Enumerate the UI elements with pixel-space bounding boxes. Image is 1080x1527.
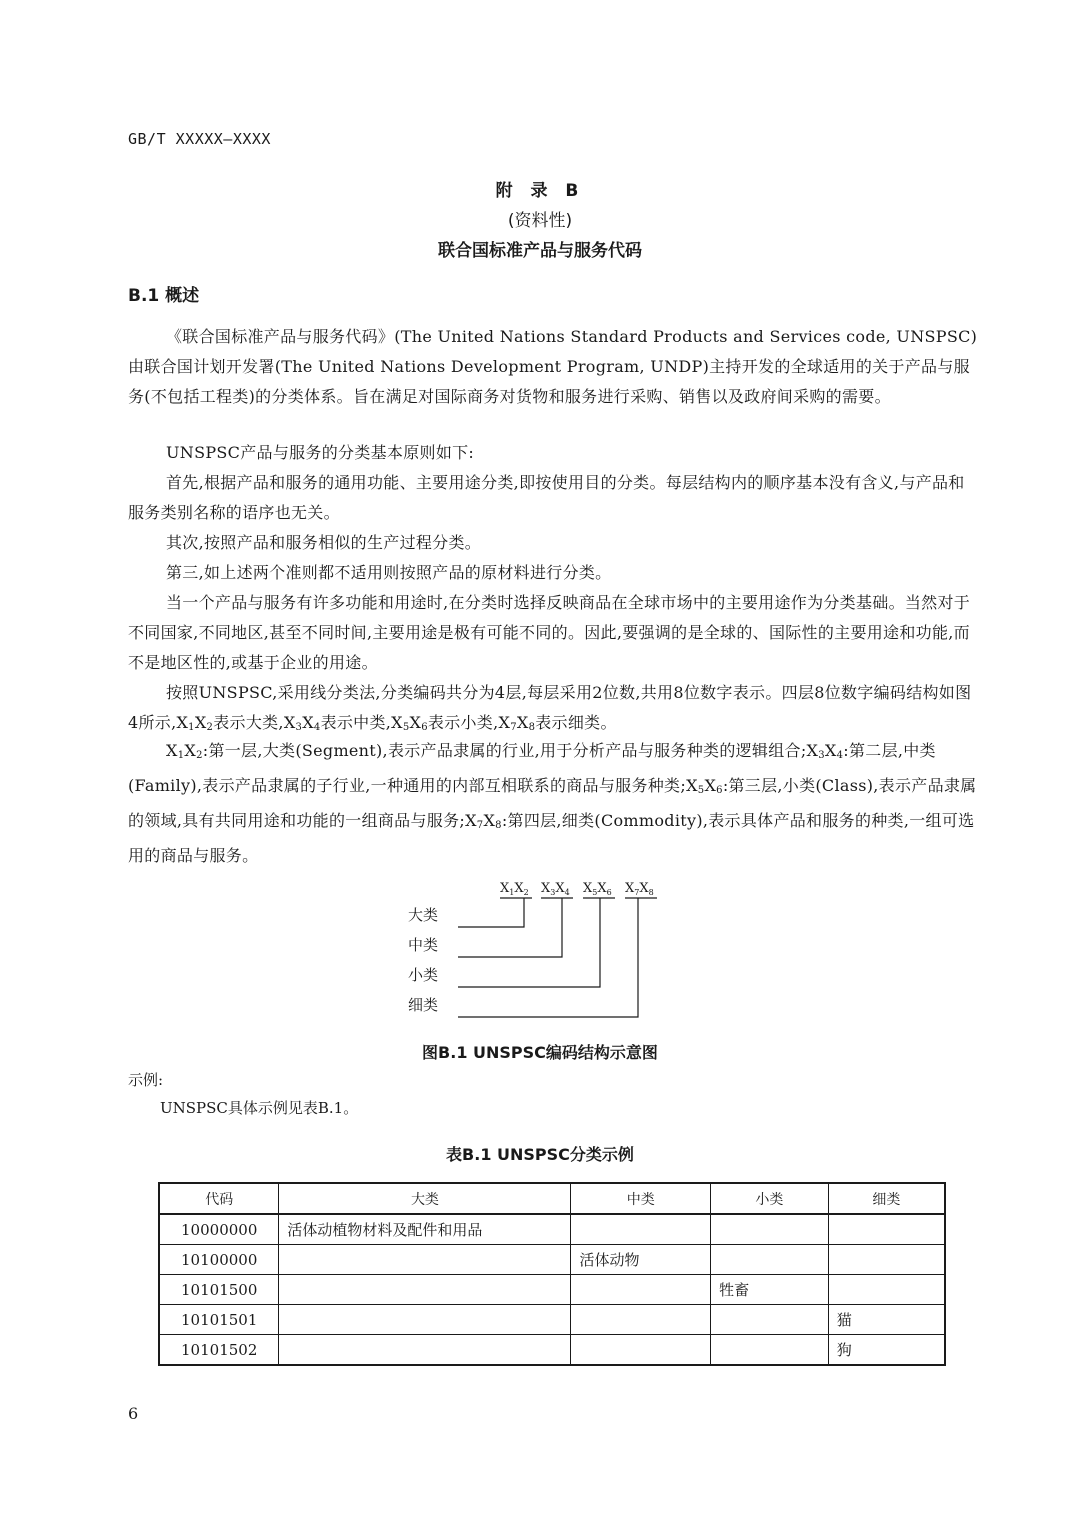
code-pair-4: $X_7X_8$	[625, 881, 654, 897]
example-text: UNSPSC具体示例见表B.1。	[160, 1099, 359, 1117]
level-4-description: :第四层,细类(Commodity),表示具体产品和服务的种类,一组可选用的商品与服务。	[128, 811, 975, 865]
code-pair-1: $X_1X_2$	[500, 881, 529, 897]
section-heading: B.1 概述	[128, 286, 200, 306]
appendix-title: 附 录 B	[495, 181, 585, 201]
cell-commodity: 猫	[828, 1305, 945, 1335]
appendix-nature: (资料性)	[507, 211, 573, 231]
cell-family	[571, 1335, 711, 1366]
principle-second: 其次,按照产品和服务相似的生产过程分类。	[166, 533, 482, 552]
cell-class	[711, 1214, 829, 1245]
intro-paragraph-block	[128, 322, 978, 412]
header-class: 小类	[711, 1183, 829, 1214]
table-row	[159, 1275, 945, 1305]
code-structure-block	[128, 678, 978, 743]
principle-third: 第三,如上述两个准则都不适用则按照产品的原材料进行分类。	[166, 563, 612, 582]
cell-segment	[279, 1245, 571, 1275]
cell-commodity	[828, 1245, 945, 1275]
cell-code: 10000000	[159, 1214, 279, 1245]
level-label-family: 中类	[408, 936, 439, 954]
page-number: 6	[128, 1404, 139, 1423]
level-3-description: :第三层,小类(Class),表示产品隶属的领域,具有共同用途和功能的一组商品与服务;	[128, 776, 977, 830]
appendix-name: 联合国标准产品与服务代码	[438, 241, 642, 261]
cell-code: 10101502	[159, 1335, 279, 1366]
connector-class	[458, 898, 600, 987]
levels-paragraph: $X_1X_2$:第一层,大类(Segment),表示产品隶属的行业,用于分析产品与服务种类的逻辑组合$;X_3X_4$:第二层,中类(Family),表示产品隶属的子行业,一种通用的内部互相联系的商品与服务种类$;X_5X_6$:第三层,小类(Class),表示产品隶属的领域,具有共同用途和功能的一组商品与服务$;X_7X_8$:第四层,细类(Commodity),表示具体产品和服务的种类,一组可选用的商品与服务。	[128, 741, 977, 865]
cell-code: 10101501	[159, 1305, 279, 1335]
header-segment: 大类	[279, 1183, 571, 1214]
level-label-commodity: 细类	[408, 996, 439, 1014]
connector-segment	[458, 898, 524, 927]
code-structure-diagram	[400, 876, 670, 1026]
code-structure-prefix: 按照UNSPSC,采用线分类法,分类编码共分为4层,每层采用2位数,共用8位数字表示。四层8位数字编码结构如图4所示,	[128, 683, 972, 732]
cell-segment	[279, 1305, 571, 1335]
cell-commodity	[828, 1275, 945, 1305]
example-label: 示例:	[128, 1071, 164, 1089]
cell-code: 10100000	[159, 1245, 279, 1275]
cell-class	[711, 1245, 829, 1275]
cell-code: 10101500	[159, 1275, 279, 1305]
header-commodity: 细类	[828, 1183, 945, 1214]
cell-segment	[279, 1335, 571, 1366]
header-family: 中类	[571, 1183, 711, 1214]
cell-class	[711, 1305, 829, 1335]
table-row	[159, 1245, 945, 1275]
multi-use-paragraph: 当一个产品与服务有许多功能和用途时,在分类时选择反映商品在全球市场中的主要用途作为分类基础。当然对于不同国家,不同地区,甚至不同时间,主要用途是极有可能不同的。因此,要强调的是全球的、国际性的主要用途和功能,而不是地区性的,或基于企业的用途。	[128, 593, 971, 672]
principle-first: 首先,根据产品和服务的通用功能、主要用途分类,即按使用目的分类。每层结构内的顺序基本没有含义,与产品和服务类别名称的语序也无关。	[128, 473, 965, 522]
principles-block	[128, 438, 978, 588]
standard-code: GB/T XXXXX—XXXX	[128, 130, 271, 148]
levels-block	[128, 736, 978, 871]
cell-family	[571, 1275, 711, 1305]
table-header-row	[159, 1183, 945, 1214]
cell-family	[571, 1305, 711, 1335]
cell-commodity	[828, 1214, 945, 1245]
code-pair-3: $X_5X_6$	[583, 881, 612, 897]
level-2-description: :第二层,中类(Family),表示产品隶属的子行业,一种通用的内部互相联系的商品与服务种类;	[128, 741, 936, 795]
cell-segment: 活体动植物材料及配件和用品	[279, 1214, 571, 1245]
cell-commodity: 狗	[828, 1335, 945, 1366]
unspsc-example-table	[158, 1182, 946, 1366]
level-label-segment: 大类	[408, 906, 439, 924]
cell-family	[571, 1214, 711, 1245]
cell-class	[711, 1335, 829, 1366]
multi-use-block	[128, 588, 978, 678]
figure-caption: 图B.1 UNSPSC编码结构示意图	[422, 1043, 658, 1062]
cell-segment	[279, 1275, 571, 1305]
cell-family: 活体动物	[571, 1245, 711, 1275]
table-row	[159, 1335, 945, 1366]
table-caption: 表B.1 UNSPSC分类示例	[446, 1145, 634, 1164]
level-1-description: :第一层,大类(Segment),表示产品隶属的行业,用于分析产品与服务种类的逻辑组合;	[202, 741, 807, 760]
intro-paragraph: 《联合国标准产品与服务代码》(The United Nations Standard Products and Services code, UNSPSC)由联合国计划开发署(The United Nations Development Program, UNDP)主持开发的全球适用的关于产品与服务(不包括工程类)的分类体系。旨在满足对国际商务对货物和服务进行采购、销售以及政府间采购的需要。	[128, 327, 978, 406]
level-label-class: 小类	[408, 966, 439, 984]
cell-class: 牲畜	[711, 1275, 829, 1305]
table-row	[159, 1214, 945, 1245]
header-code: 代码	[159, 1183, 279, 1214]
table-row	[159, 1305, 945, 1335]
code-pair-2: $X_3X_4$	[541, 881, 570, 897]
principles-intro: UNSPSC产品与服务的分类基本原则如下:	[166, 443, 475, 462]
code-structure-paragraph: 按照UNSPSC,采用线分类法,分类编码共分为4层,每层采用2位数,共用8位数字表示。四层8位数字编码结构如图4所示$,X_1X_2$表示大类$,X_3X_4$表示中类$,X_5X_6$表示小类$,X_7X_8$表示细类。	[128, 683, 972, 733]
